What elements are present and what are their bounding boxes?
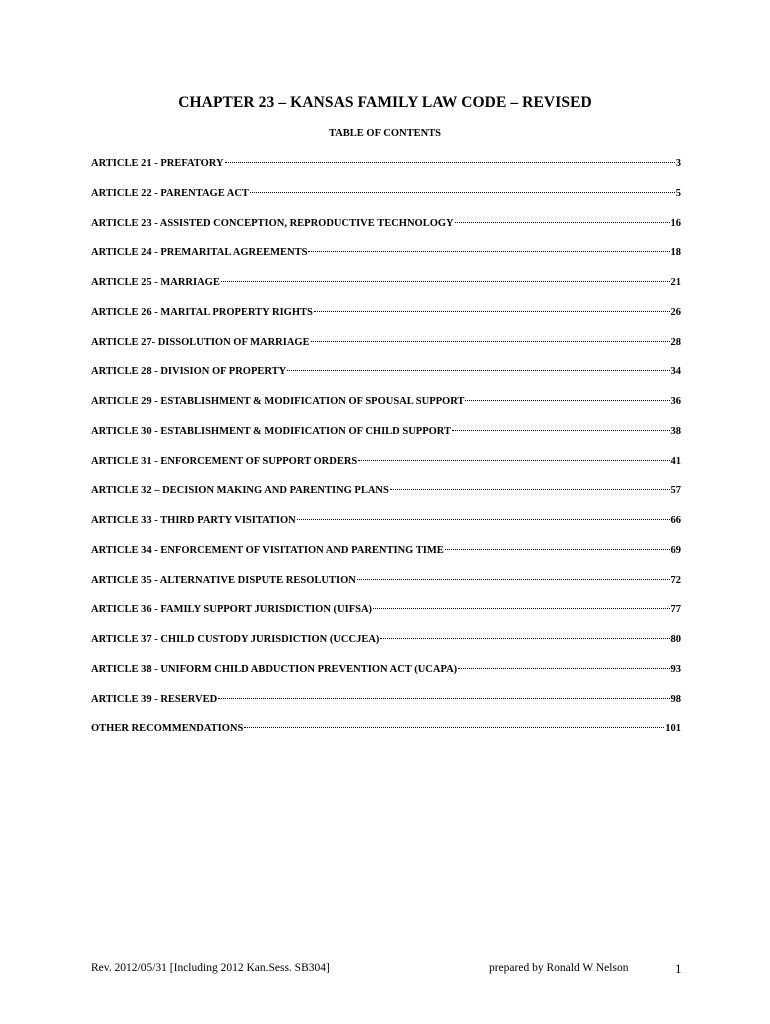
document-title: CHAPTER 23 – KANSAS FAMILY LAW CODE – REVISED xyxy=(178,94,592,111)
toc-dot-leader xyxy=(287,369,669,371)
toc-entry[interactable] xyxy=(91,723,681,753)
toc-dot-leader xyxy=(465,399,669,401)
toc-entry[interactable] xyxy=(91,575,681,605)
toc-dot-leader xyxy=(452,429,670,431)
toc-entry[interactable] xyxy=(91,426,681,456)
toc-entry-page: 69 xyxy=(670,544,681,556)
toc-entry-label: ARTICLE 39 - RESERVED xyxy=(91,693,218,705)
toc-entry-page: 77 xyxy=(670,604,681,616)
toc-entry-page: 98 xyxy=(670,693,681,705)
toc-entry[interactable] xyxy=(91,158,681,188)
toc-entry-label: ARTICLE 21 - PREFATORY xyxy=(91,158,224,169)
toc-entry-label: ARTICLE 33 - THIRD PARTY VISITATION xyxy=(91,515,296,526)
toc-dot-leader xyxy=(458,667,669,669)
toc-dot-leader xyxy=(357,578,670,580)
toc-entry[interactable] xyxy=(91,485,681,515)
page-number: 1 xyxy=(675,961,682,976)
toc-entry-page: 80 xyxy=(670,634,681,645)
toc-entry-label: ARTICLE 30 - ESTABLISHMENT & MODIFICATION OF CHILD SUPPORT xyxy=(91,425,451,437)
toc-entry-label: ARTICLE 22 - PARENTAGE ACT xyxy=(91,187,249,199)
toc-entry-page: 41 xyxy=(670,455,681,467)
toc-dot-leader xyxy=(225,161,675,163)
toc-entry-page: 5 xyxy=(675,187,681,199)
toc-entry[interactable] xyxy=(91,247,681,277)
toc-entry-page: 28 xyxy=(670,336,681,348)
toc-dot-leader xyxy=(308,250,669,252)
toc-dot-leader xyxy=(455,221,670,223)
toc-entry-page: 101 xyxy=(665,723,681,735)
toc-entry-label: ARTICLE 29 - ESTABLISHMENT & MODIFICATION OF SPOUSAL SUPPORT xyxy=(91,396,465,407)
toc-dot-leader xyxy=(297,518,670,520)
toc-entry-page: 66 xyxy=(670,515,681,526)
toc-dot-leader xyxy=(380,637,669,639)
toc-dot-leader xyxy=(250,191,675,193)
toc-entry-label: OTHER RECOMMENDATIONS xyxy=(91,723,244,735)
toc-entry-page: 93 xyxy=(670,663,681,675)
toc-dot-leader xyxy=(390,488,670,490)
toc-entry[interactable] xyxy=(91,634,681,664)
toc-entry-label: ARTICLE 31 - ENFORCEMENT OF SUPPORT ORDERS xyxy=(91,455,358,467)
toc-entry-page: 16 xyxy=(670,217,681,229)
toc-entry-page: 34 xyxy=(670,366,681,378)
toc-entry-page: 36 xyxy=(670,396,681,407)
toc-entry-label: ARTICLE 26 - MARITAL PROPERTY RIGHTS xyxy=(91,306,313,318)
toc-entry[interactable] xyxy=(91,664,681,694)
toc-dot-leader xyxy=(244,726,664,728)
preparer-note: prepared by Ronald W Nelson xyxy=(489,962,629,974)
toc-entry[interactable] xyxy=(91,396,681,426)
toc-entry[interactable] xyxy=(91,366,681,396)
toc-dot-leader xyxy=(314,310,670,312)
toc-heading: TABLE OF CONTENTS xyxy=(328,128,442,139)
toc-entry[interactable] xyxy=(91,545,681,575)
toc-entry-page: 3 xyxy=(675,158,681,169)
toc-dot-leader xyxy=(311,340,670,342)
toc-entry-label: ARTICLE 37 - CHILD CUSTODY JURISDICTION (UCCJEA) xyxy=(91,634,380,645)
toc-entry-page: 38 xyxy=(670,425,681,437)
toc-entry[interactable] xyxy=(91,515,681,545)
toc-entry-label: ARTICLE 38 - UNIFORM CHILD ABDUCTION PREVENTION ACT (UCAPA) xyxy=(91,663,458,675)
toc-entry-page: 26 xyxy=(670,306,681,318)
toc-entry-label: ARTICLE 24 - PREMARITAL AGREEMENTS xyxy=(91,247,308,259)
toc-entry[interactable] xyxy=(91,277,681,307)
toc-entry[interactable] xyxy=(91,456,681,486)
toc-entry-label: ARTICLE 28 - DIVISION OF PROPERTY xyxy=(91,366,287,378)
toc-entry-label: ARTICLE 23 - ASSISTED CONCEPTION, REPRODUCTIVE TECHNOLOGY xyxy=(91,217,454,229)
toc-entry-label: ARTICLE 36 - FAMILY SUPPORT JURISDICTION (UIFSA) xyxy=(91,604,373,616)
toc-dot-leader xyxy=(218,697,669,699)
toc-entry-page: 18 xyxy=(670,247,681,259)
toc-entry-label: ARTICLE 34 - ENFORCEMENT OF VISITATION AND PARENTING TIME xyxy=(91,544,444,556)
toc-entry-label: ARTICLE 25 - MARRIAGE xyxy=(91,277,220,288)
toc-entry[interactable] xyxy=(91,218,681,248)
toc-entry-page: 57 xyxy=(670,485,681,497)
toc-entry[interactable] xyxy=(91,337,681,367)
toc-entry-label: ARTICLE 35 - ALTERNATIVE DISPUTE RESOLUTION xyxy=(91,574,356,586)
toc-entry[interactable] xyxy=(91,604,681,634)
toc-entry-label: ARTICLE 32 – DECISION MAKING AND PARENTING PLANS xyxy=(91,485,389,497)
toc-entry-label: ARTICLE 27- DISSOLUTION OF MARRIAGE xyxy=(91,336,310,348)
toc-dot-leader xyxy=(445,548,670,550)
toc-dot-leader xyxy=(358,459,669,461)
toc-entry[interactable] xyxy=(91,307,681,337)
toc-entry[interactable] xyxy=(91,188,681,218)
toc-dot-leader xyxy=(221,280,670,282)
page-footer xyxy=(91,962,686,980)
toc-entry-page: 72 xyxy=(670,574,681,586)
table-of-contents xyxy=(91,158,681,753)
toc-dot-leader xyxy=(373,607,669,609)
revision-note: Rev. 2012/05/31 [Including 2012 Kan.Sess. SB304] xyxy=(91,962,330,974)
toc-entry-page: 21 xyxy=(670,277,681,288)
toc-entry[interactable] xyxy=(91,694,681,724)
